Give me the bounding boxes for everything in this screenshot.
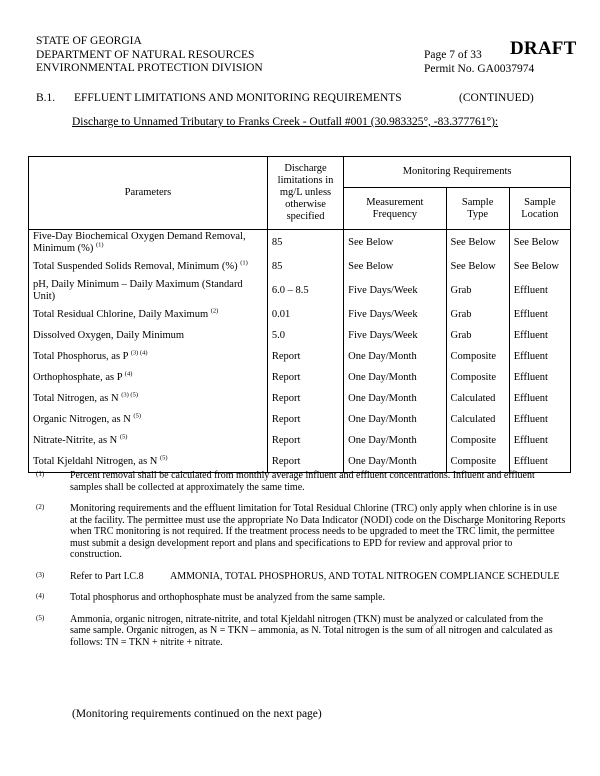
frequency-cell [344,368,446,389]
location-cell-text: Effluent [513,309,548,320]
type-cell [446,230,509,257]
table-row [29,347,571,368]
param-cell [29,305,268,326]
frequency-cell [344,347,446,368]
location-cell [509,278,570,305]
limit-cell [267,368,343,389]
type-cell-text: Grab [450,330,472,341]
location-cell-text: See Below [513,237,559,249]
footnote-ref: (1) [240,259,248,267]
location-cell-text: Effluent [513,351,548,362]
frequency-cell-text: One Day/Month [348,435,417,446]
limit-cell-text: Report [271,435,301,446]
table-row [29,410,571,431]
location-cell-text: See Below [513,261,559,272]
page-number: Page 7 of 33 [424,49,482,61]
type-cell [446,431,509,452]
limit-cell-text: 0.01 [271,309,291,320]
header-type: Sample Type [446,188,509,230]
frequency-cell [344,278,446,305]
limit-cell [267,326,343,347]
type-cell-text: Grab [450,309,472,320]
type-cell [446,347,509,368]
type-cell-text: Composite [450,372,497,383]
limit-cell-text: 6.0 – 8.5 [271,285,309,296]
footnote-mark: (3) [36,570,45,579]
limit-cell-text: 5.0 [271,330,285,341]
frequency-cell [344,431,446,452]
table-row [29,368,571,389]
continued-note: (Monitoring requirements continued on the next page) [72,708,322,720]
type-cell-text: See Below [450,237,496,249]
footnote-text: Ammonia, organic nitrogen, nitrate-nitrite, and total Kjeldahl nitrogen (TKN) must be analyzed or calculated from the same sample. Organic nitrogen, as N = TKN – ammonia, as N. Total nitrogen is the sum of all nitrogen and calculated as follows: TN = TKN + nitrite + nitrate. [70,613,553,648]
frequency-cell-text: Five Days/Week [348,309,418,320]
limit-cell [267,278,343,305]
footnote-ref: (2) [210,307,219,315]
param-cell [29,431,268,452]
header-limits: Discharge limitations in mg/L unless otherwise specified [267,157,343,230]
limit-cell-text: Report [271,372,301,383]
param-cell [29,326,268,347]
frequency-cell-text: One Day/Month [348,414,417,425]
division-line: ENVIRONMENTAL PROTECTION DIVISION [36,62,263,74]
frequency-cell [344,257,446,278]
footnote-ref: (5) [159,454,168,462]
limit-cell [267,410,343,431]
section-continued: (CONTINUED) [459,92,534,104]
footnote-text: Total phosphorus and orthophosphate must be analyzed from the same sample. [70,592,386,603]
param-cell-text: Dissolved Oxygen, Daily Minimum [33,330,185,341]
frequency-cell-text: One Day/Month [348,372,417,383]
type-cell [446,305,509,326]
footnote-ref: (3) (4) [130,349,148,357]
footnote-text: Monitoring requirements and the effluent limitation for Total Residual Chlorine (TRC) only apply when chlorine is in use at the facility. The permittee must use the appropriate No Data Indicator (NODI) code on the Discharge Monitoring Reports when TRC monitoring is not required. If the treatment process needs to be upgraded to meet the TRC limit, the permittee must submit a design development report and plans and specifications to EPD for review and approval prior to construction. [70,503,566,560]
footnote-mark: (1) [36,470,45,478]
type-cell [446,257,509,278]
frequency-cell [344,410,446,431]
limit-cell-text: Report [271,351,301,362]
param-cell-text: Total Kjeldahl Nitrogen, as N [33,455,158,467]
frequency-cell [344,230,446,257]
agency-header [36,35,263,76]
type-cell-text: Composite [450,351,497,362]
footnote-4 [36,592,566,604]
table-row [29,257,571,278]
frequency-cell-text: See Below [348,237,394,249]
footnote-ref: (3) (5) [121,391,139,399]
header-monitoring: Monitoring Requirements [344,157,571,188]
permit-number: Permit No. GA0037974 [424,62,535,75]
type-cell [446,410,509,431]
limit-cell-text: Report [271,455,301,467]
param-cell-text: Nitrate-Nitrite, as N [33,435,118,446]
section-title: EFFLUENT LIMITATIONS AND MONITORING REQUIREMENTS [74,92,402,104]
footnote-5 [36,614,566,649]
footnote-ref: (5) [119,433,128,441]
footnotes [36,470,566,658]
type-cell [446,326,509,347]
param-cell [29,230,268,257]
type-cell [446,368,509,389]
limit-cell-text: 85 [271,261,283,272]
section-number: B.1. [36,92,56,104]
location-cell-text: Effluent [513,285,548,296]
param-cell-text: Organic Nitrogen, as N [33,414,131,425]
table-body [29,230,571,473]
frequency-cell [344,326,446,347]
location-cell-text: Effluent [513,455,548,467]
limit-cell [267,305,343,326]
frequency-cell-text: Five Days/Week [348,330,418,341]
type-cell-text: Composite [450,455,497,467]
type-cell-text: Calculated [450,393,496,404]
table-row [29,431,571,452]
type-cell [446,278,509,305]
location-cell [509,368,570,389]
param-cell-text: Total Residual Chlorine, Daily Maximum [33,309,209,320]
frequency-cell-text: One Day/Month [348,393,417,404]
footnote-mark: (5) [36,613,45,622]
limit-cell [267,389,343,410]
state-line: STATE OF GEORGIA [36,35,142,47]
param-cell [29,257,268,278]
location-cell [509,389,570,410]
location-cell-text: Effluent [513,393,548,404]
location-cell-text: Effluent [513,330,548,341]
limit-cell-text: 85 [271,237,283,249]
param-cell-text: pH, Daily Minimum – Daily Maximum (Standard Unit) [33,279,243,302]
table-row [29,278,571,305]
location-cell [509,410,570,431]
table-row [29,305,571,326]
frequency-cell [344,389,446,410]
footnote-3 [36,571,566,583]
param-cell-text: Total Nitrogen, as N [33,393,119,404]
param-cell-text: Total Suspended Solids Removal, Minimum (%) [33,261,238,272]
type-cell-text: See Below [450,261,496,272]
param-cell-text: Orthophosphate, as P [33,372,123,383]
type-cell-text: Grab [450,285,472,296]
limit-cell-text: Report [271,414,301,425]
footnote-text: AMMONIA, TOTAL PHOSPHORUS, AND TOTAL NITROGEN COMPLIANCE SCHEDULE [170,570,560,582]
footnote-mark: (2) [36,503,45,511]
location-cell [509,347,570,368]
location-cell [509,230,570,257]
param-cell [29,389,268,410]
limit-cell [267,257,343,278]
location-cell [509,257,570,278]
footnote-1 [36,470,566,493]
effluent-limits-table [28,156,571,473]
limit-cell [267,230,343,257]
frequency-cell-text: One Day/Month [348,351,417,362]
frequency-cell-text: See Below [348,261,394,272]
frequency-cell-text: One Day/Month [348,455,417,467]
param-cell-text: Five-Day Biochemical Oxygen Demand Removal, Minimum (%) [33,231,246,255]
header-frequency: Measurement Frequency [344,188,446,230]
location-cell-text: Effluent [513,435,548,446]
limit-cell [267,431,343,452]
discharge-title: Discharge to Unnamed Tributary to Franks Creek - Outfall #001 (30.983325°, -83.377761°): [72,116,499,128]
department-line: DEPARTMENT OF NATURAL RESOURCES [36,48,255,61]
param-cell [29,278,268,305]
frequency-cell-text: Five Days/Week [348,285,418,296]
location-cell [509,431,570,452]
location-cell [509,326,570,347]
limit-cell [267,347,343,368]
header-parameters: Parameters [29,157,268,230]
footnote-2 [36,503,566,561]
param-cell [29,410,268,431]
param-cell [29,347,268,368]
param-cell [29,368,268,389]
param-cell-text: Total Phosphorus, as P [33,351,129,362]
type-cell-text: Composite [450,435,497,446]
footnote-reference: Refer to Part I.C.8 [70,570,144,582]
location-cell-text: Effluent [513,414,548,425]
draft-mark: DRAFT [510,38,577,59]
location-cell-text: Effluent [513,372,548,383]
limit-cell-text: Report [271,393,301,404]
table-row [29,230,571,257]
table-row [29,389,571,410]
footnote-ref: (4) [124,370,133,378]
type-cell-text: Calculated [450,414,496,425]
footnote-text: Percent removal shall be calculated from monthly average influent and effluent concentrations. Influent and effluent samples shall be collected at approximately the same time. [70,470,535,493]
header-location: Sample Location [509,188,570,230]
footnote-ref: (5) [133,412,141,420]
type-cell [446,389,509,410]
footnote-mark: (4) [36,592,45,600]
frequency-cell [344,305,446,326]
location-cell [509,305,570,326]
footnote-ref: (1) [96,241,104,249]
table-row [29,326,571,347]
